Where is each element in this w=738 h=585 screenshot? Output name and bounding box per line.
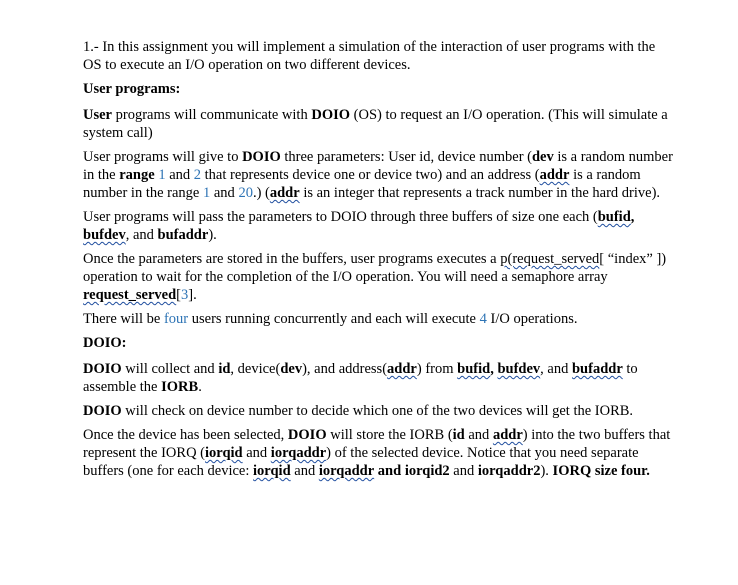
intro-paragraph: 1.- In this assignment you will implement a simulation of the interaction of user programs with the OS to execute an I/O operation on two different devices. xyxy=(83,39,656,73)
user-programs-paragraph-4: Once the parameters are stored in the buffers, user programs executes a p(request_served[ “index” ]) operation to wait for the completion of the I/O operation. You will need a semaphore array request_served[3]. xyxy=(83,251,667,303)
user-programs-paragraph-3: User programs will pass the parameters to DOIO through three buffers of size one each (bufid, bufdev, and bufaddr). xyxy=(83,209,635,243)
doio-paragraph-1: DOIO will collect and id, device(dev), and address(addr) from bufid, bufdev, and bufaddr to assemble the IORB. xyxy=(83,361,638,395)
doio-heading: DOIO: xyxy=(83,335,127,351)
user-programs-paragraph-5: There will be four users running concurrently and each will execute 4 I/O operations. xyxy=(83,311,578,327)
doio-paragraph-3: Once the device has been selected, DOIO will store the IORB (id and addr) into the two buffers that represent the IORQ (iorqid and iorqaddr) of the selected device. Notice that you need separate buffers (one for each device: iorqid and iorqaddr and iorqid2 and iorqaddr2). IORQ size four. xyxy=(83,427,671,479)
user-programs-paragraph-2: User programs will give to DOIO three parameters: User id, device number (dev is a random number in the range 1 and 2 that represents device one or device two) and an address (addr is a random number in the range 1 and 20.) (addr is an integer that represents a track number in the hard drive). xyxy=(83,149,673,201)
doio-paragraph-2: DOIO will check on device number to decide which one of the two devices will get the IORB. xyxy=(83,403,634,419)
document-body xyxy=(83,38,673,486)
user-programs-paragraph-1: User programs will communicate with DOIO (OS) to request an I/O operation. (This will simulate a system call) xyxy=(83,107,668,141)
user-programs-heading: User programs: xyxy=(83,81,181,97)
